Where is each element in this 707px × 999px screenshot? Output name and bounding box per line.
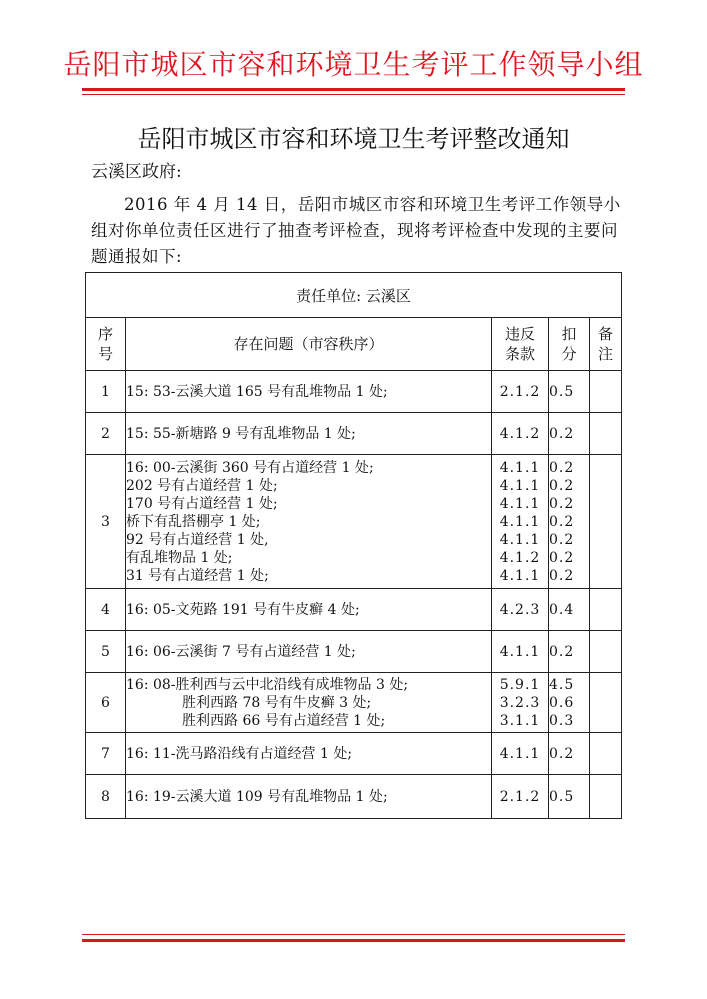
header-note-text: 备注	[598, 325, 614, 363]
deduct-line: 0.2	[549, 549, 575, 566]
article-line: 2.1.2	[499, 383, 541, 400]
deduct-line: 0.2	[549, 643, 575, 660]
article-cell	[492, 371, 549, 413]
header-deduct	[549, 318, 590, 371]
issues-table	[85, 272, 622, 819]
deduct-line: 4.5	[549, 676, 575, 693]
footer-rule-thick	[82, 939, 625, 942]
article-line: 4.1.1	[499, 513, 541, 530]
deduct-line: 0.2	[549, 567, 575, 584]
deduct-line: 0.2	[549, 531, 575, 548]
note-cell	[590, 371, 622, 413]
issue-line: 15: 53-云溪大道 165 号有乱堆物品 1 处;	[126, 383, 388, 400]
note-cell	[590, 589, 622, 631]
document-title: 岳阳市城区市容和环境卫生考评整改通知	[137, 125, 570, 153]
issue-line: 170 号有占道经营 1 处;	[126, 495, 278, 512]
note-cell	[590, 673, 622, 733]
table-row	[86, 455, 622, 589]
issue-line: 胜利西路 78 号有牛皮癣 3 处;	[182, 694, 372, 711]
header-deduct-text: 扣分	[561, 325, 577, 363]
table-row	[86, 733, 622, 775]
issue-cell	[126, 673, 492, 733]
note-cell	[590, 455, 622, 589]
issue-line: 92 号有占道经营 1 处,	[126, 531, 269, 548]
deduct-line: 0.6	[549, 694, 575, 711]
article-line: 4.1.1	[499, 495, 541, 512]
article-line: 4.1.1	[499, 643, 541, 660]
responsible-unit: 责任单位: 云溪区	[86, 273, 622, 318]
article-line: 5.9.1	[499, 676, 541, 693]
issue-line: 16: 00-云溪街 360 号有占道经营 1 处;	[126, 459, 374, 476]
header-article	[492, 318, 549, 371]
row-number: 1	[86, 371, 126, 413]
article-line: 4.1.1	[499, 745, 541, 762]
issue-cell	[126, 455, 492, 589]
row-number: 5	[86, 631, 126, 673]
deduct-line: 0.3	[549, 712, 575, 729]
article-line: 3.1.1	[499, 712, 541, 729]
letterhead-rule-thin	[82, 94, 625, 95]
table-row	[86, 413, 622, 455]
issue-line: 有乱堆物品 1 处;	[126, 549, 233, 566]
issue-cell	[126, 631, 492, 673]
deduct-line: 0.4	[549, 601, 575, 618]
responsible-unit-row	[86, 273, 622, 318]
row-number: 7	[86, 733, 126, 775]
issue-line: 胜利西路 66 号有占道经营 1 处;	[182, 712, 386, 729]
issue-line: 31 号有占道经营 1 处;	[126, 567, 269, 584]
deduct-cell	[549, 371, 590, 413]
issue-line: 16: 05-文苑路 191 号有牛皮癣 4 处;	[126, 601, 360, 618]
header-article-text: 违反条款	[504, 325, 535, 363]
row-number: 3	[86, 455, 126, 589]
issue-line: 16: 19-云溪大道 109 号有乱堆物品 1 处;	[126, 788, 388, 805]
deduct-cell	[549, 775, 590, 819]
issue-line: 16: 08-胜利西与云中北沿线有成堆物品 3 处;	[126, 676, 409, 693]
row-number: 8	[86, 775, 126, 819]
deduct-line: 0.5	[549, 788, 575, 805]
deduct-line: 0.5	[549, 383, 575, 400]
deduct-line: 0.2	[549, 745, 575, 762]
row-number: 2	[86, 413, 126, 455]
deduct-cell	[549, 455, 590, 589]
deduct-cell	[549, 673, 590, 733]
article-line: 4.1.1	[499, 531, 541, 548]
issue-cell	[126, 589, 492, 631]
issue-line: 16: 11-洗马路沿线有占道经营 1 处;	[126, 745, 353, 762]
header-issue: 存在问题（市容秩序）	[126, 318, 492, 371]
row-number: 4	[86, 589, 126, 631]
body-paragraph: 2016 年 4 月 14 日，岳阳市城区市容和环境卫生考评工作领导小组对你单位责任区进行了抽查考评检查，现将考评检查中发现的主要问题通报如下:	[91, 195, 621, 266]
note-cell	[590, 775, 622, 819]
article-line: 4.1.2	[499, 425, 541, 442]
issue-line: 16: 06-云溪街 7 号有占道经营 1 处;	[126, 643, 356, 660]
row-number: 6	[86, 673, 126, 733]
article-cell	[492, 673, 549, 733]
note-cell	[590, 413, 622, 455]
deduct-cell	[549, 589, 590, 631]
article-cell	[492, 631, 549, 673]
deduct-line: 0.2	[549, 513, 575, 530]
table-row	[86, 371, 622, 413]
article-cell	[492, 455, 549, 589]
issue-cell	[126, 733, 492, 775]
letterhead-rule-thick	[82, 88, 625, 91]
header-no-text: 序号	[97, 325, 113, 363]
deduct-line: 0.2	[549, 495, 575, 512]
table-row	[86, 775, 622, 819]
issue-line: 202 号有占道经营 1 处;	[126, 477, 278, 494]
deduct-cell	[549, 733, 590, 775]
addressee: 云溪区政府:	[91, 162, 182, 182]
table-header-row	[86, 318, 622, 371]
article-line: 4.2.3	[499, 601, 541, 618]
issue-line: 桥下有乱搭棚亭 1 处;	[126, 513, 261, 530]
article-line: 4.1.1	[499, 459, 541, 476]
table-row	[86, 589, 622, 631]
header-note	[590, 318, 622, 371]
header-no	[86, 318, 126, 371]
issue-cell	[126, 371, 492, 413]
deduct-cell	[549, 413, 590, 455]
table-row	[86, 673, 622, 733]
deduct-line: 0.2	[549, 459, 575, 476]
table-row	[86, 631, 622, 673]
issue-line: 15: 55-新塘路 9 号有乱堆物品 1 处;	[126, 425, 356, 442]
issue-cell	[126, 413, 492, 455]
letterhead-title: 岳阳市城区市容和环境卫生考评工作领导小组	[63, 48, 644, 81]
article-cell	[492, 733, 549, 775]
deduct-cell	[549, 631, 590, 673]
article-cell	[492, 413, 549, 455]
article-line: 2.1.2	[499, 788, 541, 805]
article-line: 4.1.2	[499, 549, 541, 566]
article-line: 4.1.1	[499, 477, 541, 494]
article-cell	[492, 589, 549, 631]
article-line: 4.1.1	[499, 567, 541, 584]
article-line: 3.2.3	[499, 694, 541, 711]
note-cell	[590, 733, 622, 775]
deduct-line: 0.2	[549, 425, 575, 442]
note-cell	[590, 631, 622, 673]
article-cell	[492, 775, 549, 819]
deduct-line: 0.2	[549, 477, 575, 494]
footer-rule-thin	[82, 934, 625, 935]
issue-cell	[126, 775, 492, 819]
